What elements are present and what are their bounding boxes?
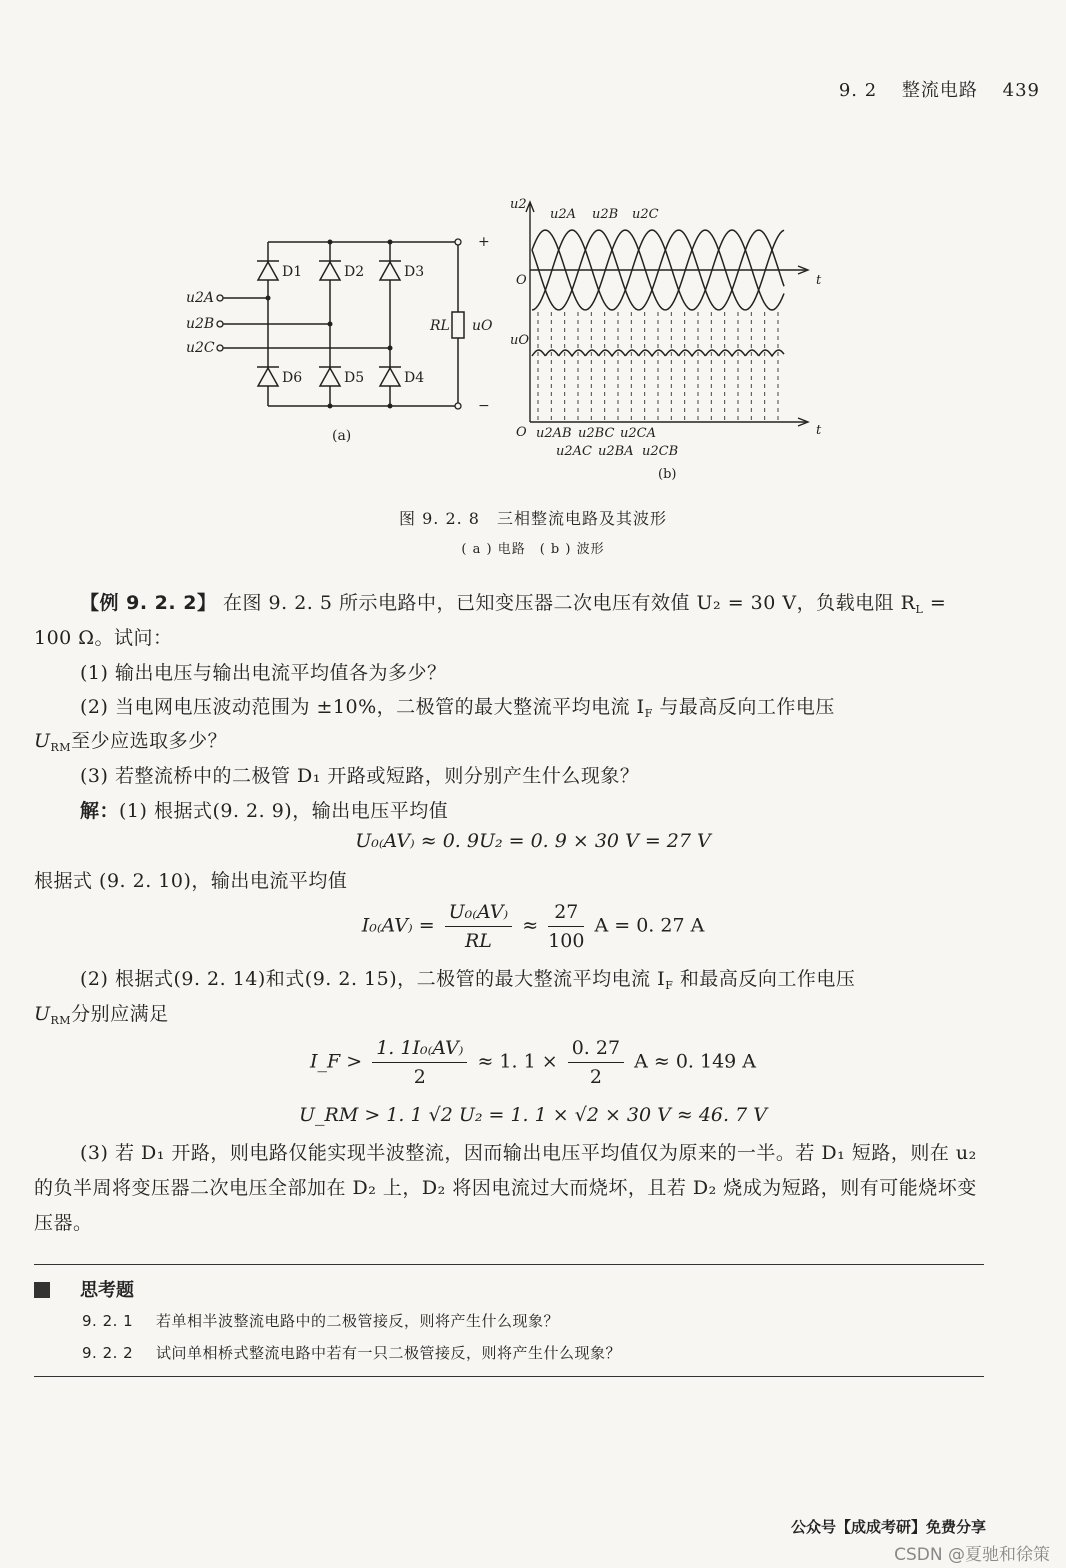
diode-d2 [319,261,341,280]
label-d3: D3 [404,264,425,280]
example-tag: 【例 9. 2. 2】 [80,592,217,614]
question-2: (2) 当电网电压波动范围为 ±10%，二极管的最大整流平均电流 $I_F$ 与最高反向工作电压 [80,696,835,720]
section-title: 整流电路 [901,80,978,101]
label-uo: uO [472,318,493,334]
phase-label-a: u2A [550,207,577,222]
promo-text: 公众号【成成考研】免费分享 [790,1518,986,1536]
label-b: (b) [658,467,677,482]
label-a: (a) [332,428,352,444]
time-top: t [816,273,822,288]
line-label-ac: u2AC [556,444,592,459]
solution-3: (2) 根据式(9. 2. 14)和式(9. 2. 15)，二极管的最大整流平均电流 $I_F$ 和最高反向工作电压 [80,968,856,992]
label-d1: D1 [282,264,303,280]
label-plus: + [478,234,490,250]
waveform-labels [510,197,822,482]
diode-d3 [379,261,401,280]
equation-4: U_RM > 1. 1 √2 U₂ = 1. 1 × √2 × 30 V ≈ 46. 7 V [299,1104,767,1126]
square-bullet-icon [34,1282,50,1298]
label-rl: RL [430,318,450,334]
equation-2: I₀₍AV₎ = $\frac{\text{U₀₍AV₎}}{RL}$ ≈ $\frac{27}{100}$ A = 0. 27 A [0,898,1066,955]
think-question-1: 9. 2. 1 若单相半波整流电路中的二极管接反，则将产生什么现象？ [82,1312,560,1330]
line-label-ab: u2AB [536,426,572,441]
page-header [821,76,1040,102]
line-label-cb: u2CB [642,444,679,459]
axis-uo: uO [510,333,530,348]
question-1: (1) 输出电压与输出电流平均值各为多少？ [80,662,447,684]
axis-u2: u2 [510,197,527,212]
input-u2c: u2C [186,340,215,356]
solution-1: 解：(1) 根据式(9. 2. 9)，输出电压平均值 [80,800,449,822]
solution-3-cont: $U_{RM}$分别应满足 [34,1003,169,1027]
label-d4: D4 [404,370,425,386]
label-minus: − [478,398,490,414]
solution-4: (3) 若 D₁ 开路，则电路仅能实现半波整流，因而输出电压平均值仅为原来的一半。若 D₁ 短路，则在 u₂ 的负半周将变压器二次电压全部加在 D₂ 上，D₂ 将因电流过大而烧坏，且若 D₂ 烧成为短路，则有可能烧坏变压器。 [34,1142,977,1234]
divider-top [34,1264,984,1265]
divider-bottom [34,1376,984,1377]
section-number: 9. 2 [838,80,878,101]
equation-3: I_F > $\frac{\text{1. 1I₀₍AV₎}}{2}$ ≈ 1. 1 × $\frac{0. 27}{2}$ A ≈ 0. 149 A [0,1034,1066,1091]
figure-9-2-8 [180,190,840,490]
diode-d1 [257,261,279,280]
line-label-bc: u2BC [578,426,615,441]
time-bottom: t [816,423,822,438]
phase-label-c: u2C [632,207,659,222]
think-section-title: 思考题 [34,1276,134,1302]
phase-label-b: u2B [592,207,619,222]
figure-caption: 图 9. 2. 8 三相整流电路及其波形 [399,509,667,528]
question-2-cont: $U_{RM}$至少应选取多少？ [34,730,228,754]
equation-1: U₀₍AV₎ ≈ 0. 9U₂ = 0. 9 × 30 V = 27 V [355,830,711,852]
input-u2a: u2A [186,290,215,306]
line-label-ca: u2CA [620,426,656,441]
input-u2b: u2B [186,316,215,332]
watermark: CSDN @夏驰和徐策 [894,1545,1050,1565]
example-intro: 【例 9. 2. 2】 在图 9. 2. 5 所示电路中，已知变压器二次电压有效值 U₂ = 30 V，负载电阻 $R_L$ = [80,592,947,616]
circuit-labels [186,234,493,444]
label-d6: D6 [282,370,303,386]
line-label-ba: u2BA [598,444,634,459]
commutation-lines [538,312,778,422]
question-3: (3) 若整流桥中的二极管 D₁ 开路或短路，则分别产生什么现象？ [80,765,640,787]
page-number: 439 [1002,80,1040,101]
circuit-diagram [222,242,464,406]
diode-d4 [379,367,401,386]
diode-d6 [257,367,279,386]
figure-subcaption: ( a ) 电路 ( b ) 波形 [461,542,605,557]
origin-bottom: O [516,425,527,440]
label-d2: D2 [344,264,365,280]
example-intro-cont: 100 Ω。试问： [34,627,173,649]
label-d5: D5 [344,370,365,386]
think-question-2: 9. 2. 2 试问单相桥式整流电路中若有一只二极管接反，则将产生什么现象？ [82,1344,622,1362]
origin-top: O [516,273,527,288]
solution-2: 根据式 (9. 2. 10)，输出电流平均值 [34,870,348,892]
diode-d5 [319,367,341,386]
